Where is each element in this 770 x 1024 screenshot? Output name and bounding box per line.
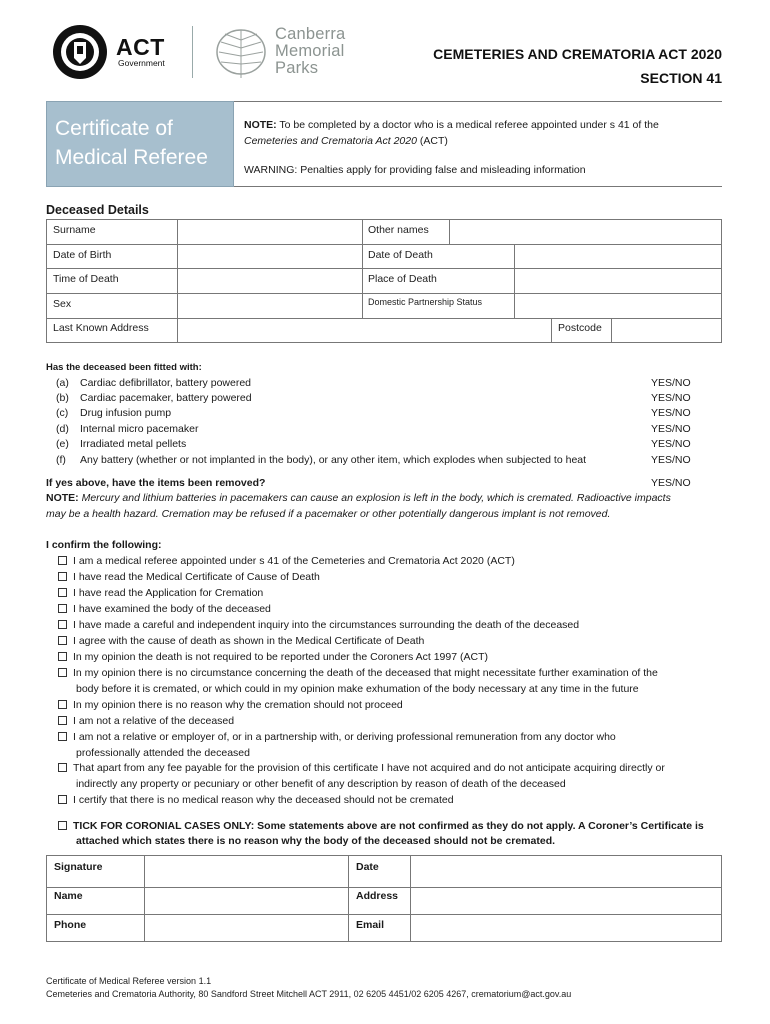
confirm-checkbox[interactable] xyxy=(58,732,67,741)
removed-answer[interactable]: YES/NO xyxy=(651,477,691,489)
footer-version: Certificate of Medical Referee version 1.1 xyxy=(46,976,212,986)
confirm-checkbox[interactable] xyxy=(58,604,67,613)
fitted-item xyxy=(56,406,171,421)
fitted-item-letter: (a) xyxy=(56,377,69,389)
signature-field[interactable] xyxy=(145,856,348,887)
confirm-checkbox[interactable] xyxy=(58,668,67,677)
confirm-item xyxy=(58,793,454,808)
dod-label: Date of Death xyxy=(368,249,433,261)
canberra-memorial-parks-logo xyxy=(213,24,363,84)
fitted-question: Has the deceased been fitted with: xyxy=(46,362,202,373)
cmp-logo-line-1: Canberra xyxy=(275,25,346,43)
confirm-item-text: I have read the Medical Certificate of Cause of Death xyxy=(73,571,320,583)
note-act: Cemeteries and Crematoria Act 2020 xyxy=(244,135,417,147)
confirm-item xyxy=(58,570,320,585)
note-label: NOTE: xyxy=(244,119,277,131)
email-label: Email xyxy=(356,919,385,931)
confirm-item xyxy=(58,586,263,601)
confirm-item xyxy=(58,666,658,681)
date-label: Date xyxy=(356,861,379,873)
confirm-item xyxy=(58,554,515,569)
coronial-line-2: attached which states there is no reason why the body of the deceased should not be cremated. xyxy=(76,835,556,847)
fitted-item-letter: (d) xyxy=(56,423,69,435)
address-label: Last Known Address xyxy=(53,322,149,334)
confirm-item-text: indirectly any property or pecuniary or other benefit of any description by reason of death of the deceased xyxy=(76,778,566,790)
implant-note-label: NOTE: xyxy=(46,492,79,504)
fitted-item-text: Any battery (whether or not implanted in the body), or any other item, which explodes when subjected to heat xyxy=(80,454,587,466)
address-field[interactable] xyxy=(178,319,551,343)
sig-address-label: Address xyxy=(356,890,399,902)
title-line-1: Certificate of xyxy=(55,117,173,140)
surname-field[interactable] xyxy=(178,220,362,244)
implant-note-line-2: may be a health hazard. Cremation may be refused if a pacemaker or other potentially dangerous implant is not removed. xyxy=(46,508,611,520)
fitted-item-answer[interactable]: YES/NO xyxy=(651,407,691,419)
confirm-item-text: I am not a relative or employer of, or in a partnership with, or deriving professional remuneration from any doctor who xyxy=(73,731,616,743)
tod-label: Time of Death xyxy=(53,273,119,285)
leaf-icon xyxy=(213,26,269,82)
confirm-item xyxy=(58,714,234,729)
partnership-field[interactable] xyxy=(515,294,721,318)
dod-field[interactable] xyxy=(515,245,721,268)
tod-field[interactable] xyxy=(178,269,362,293)
note-suffix: (ACT) xyxy=(419,135,448,147)
fitted-item-answer[interactable]: YES/NO xyxy=(651,454,691,466)
fitted-item-text: Internal micro pacemaker xyxy=(80,423,199,435)
act-government-logo xyxy=(50,22,175,82)
email-field[interactable] xyxy=(411,915,721,941)
name-field[interactable] xyxy=(145,888,348,914)
confirm-item xyxy=(76,746,250,761)
act-crest-icon xyxy=(50,22,112,82)
confirm-checkbox[interactable] xyxy=(58,572,67,581)
phone-field[interactable] xyxy=(145,915,348,941)
confirm-item-text: I am a medical referee appointed under s 41 of the Cemeteries and Crematoria Act 2020 (ACT) xyxy=(73,555,515,567)
fitted-item-answer[interactable]: YES/NO xyxy=(651,423,691,435)
title-line-2: Medical Referee xyxy=(55,146,208,169)
fitted-item xyxy=(56,422,198,437)
date-field[interactable] xyxy=(411,856,721,887)
confirm-item-text: That apart from any fee payable for the provision of this certificate I have not acquired and do not anticipate acquiring directly or xyxy=(73,762,665,774)
coronial-checkbox[interactable] xyxy=(58,821,67,830)
fitted-item-text: Cardiac pacemaker, battery powered xyxy=(80,392,252,404)
fitted-item-letter: (c) xyxy=(56,407,69,419)
pod-field[interactable] xyxy=(515,269,721,293)
fitted-item xyxy=(56,437,186,452)
note-text: To be completed by a doctor who is a medical referee appointed under s 41 of the xyxy=(279,119,659,131)
confirm-item xyxy=(76,682,639,697)
fitted-item-answer[interactable]: YES/NO xyxy=(651,392,691,404)
logo-divider xyxy=(192,26,193,78)
confirm-item xyxy=(58,602,271,617)
confirm-checkbox[interactable] xyxy=(58,763,67,772)
pod-label: Place of Death xyxy=(368,273,437,285)
section-number: SECTION 41 xyxy=(640,70,722,86)
confirm-checkbox[interactable] xyxy=(58,795,67,804)
other-names-label: Other names xyxy=(368,224,429,236)
confirm-item xyxy=(58,618,579,633)
fitted-item xyxy=(56,391,252,406)
partnership-label: Domestic Partnership Status xyxy=(368,297,483,307)
confirm-item-text: body before it is cremated, or which could in my opinion make exhumation of the body necessary at any time in the future xyxy=(76,683,639,695)
confirm-item-text: In my opinion there is no circumstance concerning the death of the deceased that might necessitate further examination of the xyxy=(73,667,658,679)
confirm-item-text: I agree with the cause of death as shown in the Medical Certificate of Death xyxy=(73,635,425,647)
phone-label: Phone xyxy=(54,919,87,931)
confirm-checkbox[interactable] xyxy=(58,652,67,661)
confirm-item-text: In my opinion the death is not required to be reported under the Coroners Act 1997 (ACT) xyxy=(73,651,488,663)
confirm-item-text: I have made a careful and independent inquiry into the circumstances surrounding the death of the deceased xyxy=(73,619,580,631)
note-box xyxy=(234,101,722,187)
fitted-item-letter: (b) xyxy=(56,392,69,404)
postcode-label: Postcode xyxy=(558,322,602,334)
confirm-item-text: I have examined the body of the deceased xyxy=(73,603,271,615)
confirm-checkbox[interactable] xyxy=(58,556,67,565)
surname-label: Surname xyxy=(53,224,96,236)
deceased-section-title: Deceased Details xyxy=(46,203,149,217)
confirm-title: I confirm the following: xyxy=(46,539,162,551)
confirm-item xyxy=(76,777,566,792)
act-logo-sub: Government xyxy=(118,58,165,68)
confirm-checkbox[interactable] xyxy=(58,620,67,629)
coronial-line-1: TICK FOR CORONIAL CASES ONLY: Some statements above are not confirmed as they do not apply. A Coroner’s Certificate is xyxy=(73,820,704,832)
fitted-item-text: Irradiated metal pellets xyxy=(80,438,187,450)
confirm-item xyxy=(58,698,403,713)
confirm-item xyxy=(58,650,488,665)
confirm-checkbox[interactable] xyxy=(58,636,67,645)
confirm-item-text: I have read the Application for Cremation xyxy=(73,587,264,599)
confirm-checkbox[interactable] xyxy=(58,700,67,709)
fitted-item-answer[interactable]: YES/NO xyxy=(651,377,691,389)
confirm-item-text: I certify that there is no medical reason why the deceased should not be cremated xyxy=(73,794,454,806)
fitted-item-letter: (e) xyxy=(56,438,69,450)
postcode-field[interactable] xyxy=(612,319,721,343)
signature-label: Signature xyxy=(54,861,103,873)
fitted-item-text: Drug infusion pump xyxy=(80,407,172,419)
fitted-item xyxy=(56,376,251,391)
cmp-logo-line-3: Parks xyxy=(275,59,319,77)
fitted-item xyxy=(56,453,586,468)
confirm-item xyxy=(58,634,424,649)
removed-question: If yes above, have the items been removed? xyxy=(46,477,266,489)
dob-label: Date of Birth xyxy=(53,249,112,261)
confirm-item-text: I am not a relative of the deceased xyxy=(73,715,235,727)
confirm-checkbox[interactable] xyxy=(58,588,67,597)
implant-note-line-1: Mercury and lithium batteries in pacemakers can cause an explosion is left in the body, which is cremated. Radioactive impacts xyxy=(81,492,671,504)
act-name: CEMETERIES AND CREMATORIA ACT 2020 xyxy=(433,46,722,62)
dob-field[interactable] xyxy=(178,245,362,268)
sex-field[interactable] xyxy=(178,294,362,318)
sex-label: Sex xyxy=(53,298,72,310)
title-box xyxy=(46,101,234,187)
warning-text: WARNING: Penalties apply for providing false and misleading information xyxy=(244,164,586,176)
act-logo-text: ACT xyxy=(116,34,165,60)
confirm-item xyxy=(58,730,616,745)
footer-contact: Cemeteries and Crematoria Authority, 80 Sandford Street Mitchell ACT 2911, 02 6205 4451/02 6205 4267, crematorium@act.gov.au xyxy=(46,989,572,999)
sig-address-field[interactable] xyxy=(411,888,721,914)
confirm-item-text: professionally attended the deceased xyxy=(76,747,250,759)
other-names-field[interactable] xyxy=(450,220,721,244)
fitted-item-answer[interactable]: YES/NO xyxy=(651,438,691,450)
cmp-logo-line-2: Memorial xyxy=(275,42,345,60)
confirm-item xyxy=(58,761,665,776)
confirm-item-text: In my opinion there is no reason why the cremation should not proceed xyxy=(73,699,403,711)
fitted-item-text: Cardiac defibrillator, battery powered xyxy=(80,377,252,389)
fitted-item-letter: (f) xyxy=(56,454,66,466)
name-label: Name xyxy=(54,890,83,902)
confirm-checkbox[interactable] xyxy=(58,716,67,725)
